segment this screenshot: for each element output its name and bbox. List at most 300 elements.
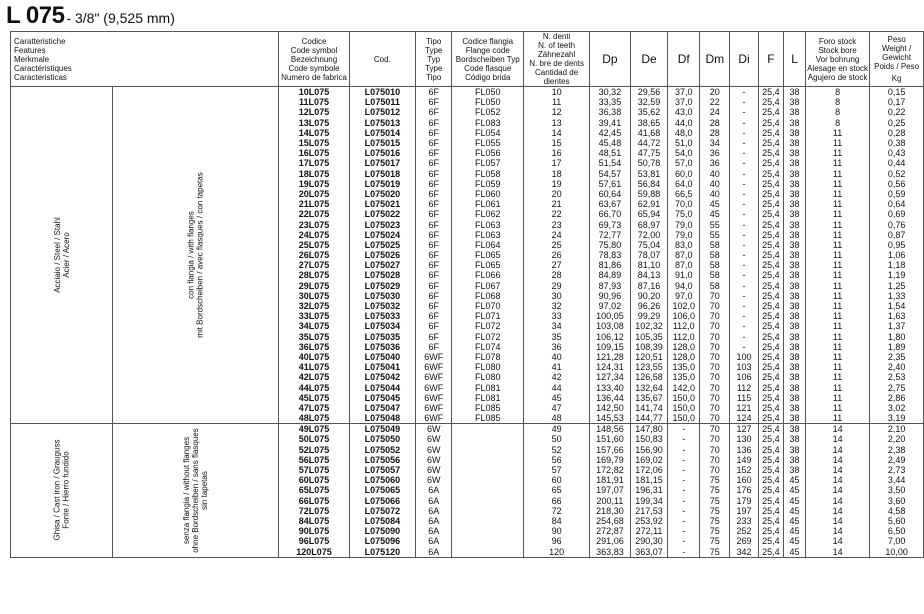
cell-dm: 22 <box>700 97 730 107</box>
cell-stock-bore: 11 <box>805 169 869 179</box>
cell-de: 62,91 <box>630 199 668 209</box>
cell-teeth: 19 <box>524 179 590 189</box>
cell-df: 87,0 <box>668 250 700 260</box>
cell-dp: 172,82 <box>590 465 631 475</box>
cell-l: 45 <box>784 526 806 536</box>
cell-di: - <box>730 311 758 321</box>
cell-dm: 70 <box>700 332 730 342</box>
cell-df: 60,0 <box>668 169 700 179</box>
cell-de: 272,11 <box>630 526 668 536</box>
cell-code-symbol: 14L075 <box>279 128 349 138</box>
cell-f: 25,4 <box>758 536 783 546</box>
cell-stock-bore: 11 <box>805 332 869 342</box>
cell-dm: 70 <box>700 301 730 311</box>
cell-de: 135,67 <box>630 393 668 403</box>
cell-code-symbol: 34L075 <box>279 321 349 331</box>
cell-weight: 2,75 <box>870 382 924 392</box>
header-f: F <box>758 32 783 87</box>
cell-flange-code: FL063 <box>452 230 524 240</box>
cell-code-symbol: 40L075 <box>279 352 349 362</box>
cell-df: - <box>668 536 700 546</box>
cell-dp: 291,06 <box>590 536 631 546</box>
cell-stock-bore: 11 <box>805 209 869 219</box>
cell-dp: 60,64 <box>590 189 631 199</box>
cell-flange-code: FL083 <box>452 118 524 128</box>
cell-teeth: 90 <box>524 526 590 536</box>
cell-teeth: 96 <box>524 536 590 546</box>
cell-weight: 3,44 <box>870 475 924 485</box>
cell-stock-bore: 11 <box>805 301 869 311</box>
cell-f: 25,4 <box>758 362 783 372</box>
cell-teeth: 25 <box>524 240 590 250</box>
cell-di: 130 <box>730 434 758 444</box>
cell-de: 50,78 <box>630 158 668 168</box>
cell-cod: L075041 <box>349 362 415 372</box>
cell-flange-code: FL066 <box>452 270 524 280</box>
cell-de: 78,07 <box>630 250 668 260</box>
cell-weight: 1,06 <box>870 250 924 260</box>
cell-type: 6F <box>415 138 451 148</box>
cell-f: 25,4 <box>758 209 783 219</box>
cell-f: 25,4 <box>758 516 783 526</box>
cell-dm: 70 <box>700 455 730 465</box>
cell-weight: 0,28 <box>870 128 924 138</box>
cell-df: 79,0 <box>668 219 700 229</box>
cell-l: 38 <box>784 352 806 362</box>
cell-df: 43,0 <box>668 107 700 117</box>
cell-f: 25,4 <box>758 475 783 485</box>
cell-f: 25,4 <box>758 128 783 138</box>
cell-di: - <box>730 230 758 240</box>
cell-df: 44,0 <box>668 118 700 128</box>
cell-df: - <box>668 506 700 516</box>
cell-flange-code: FL080 <box>452 362 524 372</box>
cell-teeth: 72 <box>524 506 590 516</box>
cell-de: 120,51 <box>630 352 668 362</box>
cell-cod: L075045 <box>349 393 415 403</box>
cell-teeth: 12 <box>524 107 590 117</box>
cell-code-symbol: 36L075 <box>279 342 349 352</box>
cell-di: - <box>730 118 758 128</box>
cell-type: 6A <box>415 526 451 536</box>
cell-l: 45 <box>784 496 806 506</box>
cell-weight: 0,52 <box>870 169 924 179</box>
cell-f: 25,4 <box>758 465 783 475</box>
cell-flange-code <box>452 506 524 516</box>
header-df: Df <box>668 32 700 87</box>
cell-f: 25,4 <box>758 87 783 98</box>
cell-f: 25,4 <box>758 189 783 199</box>
cell-di: - <box>730 281 758 291</box>
cell-stock-bore: 14 <box>805 546 869 557</box>
cell-dm: 70 <box>700 424 730 435</box>
cell-weight: 1,89 <box>870 342 924 352</box>
cell-stock-bore: 11 <box>805 413 869 424</box>
cell-df: 135,0 <box>668 372 700 382</box>
cell-dp: 69,73 <box>590 219 631 229</box>
cell-teeth: 28 <box>524 270 590 280</box>
cell-weight: 3,19 <box>870 413 924 424</box>
cell-l: 38 <box>784 199 806 209</box>
cell-f: 25,4 <box>758 301 783 311</box>
cell-stock-bore: 11 <box>805 260 869 270</box>
cell-l: 38 <box>784 209 806 219</box>
cell-code-symbol: 21L075 <box>279 199 349 209</box>
cell-code-symbol: 66L075 <box>279 496 349 506</box>
cell-dp: 109,15 <box>590 342 631 352</box>
cell-dp: 106,12 <box>590 332 631 342</box>
cell-flange-code <box>452 485 524 495</box>
cell-weight: 3,60 <box>870 496 924 506</box>
cell-dm: 58 <box>700 250 730 260</box>
cell-flange-code: FL072 <box>452 332 524 342</box>
cell-code-symbol: 25L075 <box>279 240 349 250</box>
cell-type: 6W <box>415 445 451 455</box>
cell-dm: 34 <box>700 138 730 148</box>
cell-stock-bore: 14 <box>805 445 869 455</box>
cell-type: 6W <box>415 465 451 475</box>
cell-di: 149 <box>730 455 758 465</box>
cell-di: - <box>730 209 758 219</box>
cell-l: 38 <box>784 403 806 413</box>
cell-dm: 55 <box>700 219 730 229</box>
cell-flange-code: FL081 <box>452 393 524 403</box>
cell-cod: L075096 <box>349 536 415 546</box>
header-type: Tipo Type Typ Type Tipo <box>415 32 451 87</box>
cell-cod: L075019 <box>349 179 415 189</box>
cell-teeth: 26 <box>524 250 590 260</box>
cell-df: 112,0 <box>668 321 700 331</box>
cell-code-symbol: 18L075 <box>279 169 349 179</box>
cell-weight: 2,49 <box>870 455 924 465</box>
cell-di: - <box>730 107 758 117</box>
cell-dp: 66,70 <box>590 209 631 219</box>
cell-de: 41,68 <box>630 128 668 138</box>
cell-de: 65,94 <box>630 209 668 219</box>
cell-f: 25,4 <box>758 455 783 465</box>
cell-df: - <box>668 496 700 506</box>
cell-de: 253,92 <box>630 516 668 526</box>
cell-weight: 1,33 <box>870 291 924 301</box>
cell-cod: L075027 <box>349 260 415 270</box>
cell-code-symbol: 84L075 <box>279 516 349 526</box>
cell-cod: L075057 <box>349 465 415 475</box>
cell-cod: L075050 <box>349 434 415 444</box>
cell-code-symbol: 22L075 <box>279 209 349 219</box>
cell-stock-bore: 11 <box>805 291 869 301</box>
cell-dp: 72,77 <box>590 230 631 240</box>
cell-dm: 70 <box>700 445 730 455</box>
cell-l: 45 <box>784 485 806 495</box>
cell-dp: 197,07 <box>590 485 631 495</box>
cell-dp: 169,79 <box>590 455 631 465</box>
cell-l: 38 <box>784 393 806 403</box>
cell-teeth: 65 <box>524 485 590 495</box>
cell-stock-bore: 11 <box>805 321 869 331</box>
cell-df: 106,0 <box>668 311 700 321</box>
cell-teeth: 84 <box>524 516 590 526</box>
cell-df: 70,0 <box>668 199 700 209</box>
cell-code-symbol: 50L075 <box>279 434 349 444</box>
cell-teeth: 21 <box>524 199 590 209</box>
cell-flange-code: FL057 <box>452 158 524 168</box>
cell-di: 197 <box>730 506 758 516</box>
cell-di: - <box>730 332 758 342</box>
cell-type: 6A <box>415 496 451 506</box>
cell-de: 217,53 <box>630 506 668 516</box>
cell-teeth: 10 <box>524 87 590 98</box>
cell-flange-code: FL052 <box>452 107 524 117</box>
cell-stock-bore: 11 <box>805 179 869 189</box>
cell-type: 6W <box>415 434 451 444</box>
cell-flange-code: FL067 <box>452 281 524 291</box>
cell-code-symbol: 32L075 <box>279 301 349 311</box>
cell-l: 38 <box>784 219 806 229</box>
cell-cod: L075017 <box>349 158 415 168</box>
cell-teeth: 42 <box>524 372 590 382</box>
cell-teeth: 11 <box>524 97 590 107</box>
cell-weight: 0,44 <box>870 158 924 168</box>
cell-dp: 157,66 <box>590 445 631 455</box>
cell-cod: L075024 <box>349 230 415 240</box>
cell-dp: 90,96 <box>590 291 631 301</box>
cell-df: - <box>668 424 700 435</box>
cell-df: 112,0 <box>668 332 700 342</box>
cell-stock-bore: 11 <box>805 230 869 240</box>
cell-dp: 81,86 <box>590 260 631 270</box>
cell-df: - <box>668 434 700 444</box>
cell-f: 25,4 <box>758 291 783 301</box>
cell-df: 37,0 <box>668 97 700 107</box>
cell-de: 196,31 <box>630 485 668 495</box>
cell-de: 147,80 <box>630 424 668 435</box>
cell-di: - <box>730 148 758 158</box>
cell-flange-code: FL080 <box>452 372 524 382</box>
cell-flange-code: FL074 <box>452 342 524 352</box>
cell-df: 57,0 <box>668 158 700 168</box>
cell-dp: 254,68 <box>590 516 631 526</box>
cell-dm: 28 <box>700 118 730 128</box>
cell-type: 6A <box>415 546 451 557</box>
cell-teeth: 34 <box>524 321 590 331</box>
cell-weight: 0,43 <box>870 148 924 158</box>
cell-de: 172,06 <box>630 465 668 475</box>
cell-l: 38 <box>784 311 806 321</box>
cell-weight: 1,19 <box>870 270 924 280</box>
header-code-symbol: Codice Code symbol Bezeichnung Code symbole Numero de fabrica <box>279 32 349 87</box>
cell-l: 38 <box>784 250 806 260</box>
cell-di: 112 <box>730 382 758 392</box>
cell-stock-bore: 8 <box>805 107 869 117</box>
cell-dm: 70 <box>700 372 730 382</box>
cell-weight: 5,60 <box>870 516 924 526</box>
cell-flange-code <box>452 424 524 435</box>
cell-df: 79,0 <box>668 230 700 240</box>
cell-teeth: 20 <box>524 189 590 199</box>
cell-flange-code: FL061 <box>452 199 524 209</box>
cell-code-symbol: 30L075 <box>279 291 349 301</box>
header-dm: Dm <box>700 32 730 87</box>
cell-stock-bore: 14 <box>805 465 869 475</box>
cell-type: 6WF <box>415 352 451 362</box>
cell-dm: 70 <box>700 403 730 413</box>
cell-de: 156,90 <box>630 445 668 455</box>
cell-stock-bore: 11 <box>805 158 869 168</box>
cell-code-symbol: 41L075 <box>279 362 349 372</box>
cell-flange-code: FL063 <box>452 219 524 229</box>
cell-l: 38 <box>784 148 806 158</box>
cell-cod: L075090 <box>349 526 415 536</box>
cell-flange-code: FL081 <box>452 382 524 392</box>
cell-flange-code: FL064 <box>452 240 524 250</box>
cell-cod: L075012 <box>349 107 415 117</box>
cell-l: 38 <box>784 179 806 189</box>
cell-df: - <box>668 526 700 536</box>
cell-dm: 70 <box>700 362 730 372</box>
cell-de: 132,64 <box>630 382 668 392</box>
cell-code-symbol: 60L075 <box>279 475 349 485</box>
cell-teeth: 41 <box>524 362 590 372</box>
cell-flange-code: FL085 <box>452 413 524 424</box>
cell-type: 6A <box>415 506 451 516</box>
cell-l: 45 <box>784 546 806 557</box>
cell-weight: 2,86 <box>870 393 924 403</box>
cell-df: - <box>668 546 700 557</box>
cell-weight: 0,64 <box>870 199 924 209</box>
cell-type: 6F <box>415 209 451 219</box>
cell-de: 126,58 <box>630 372 668 382</box>
cell-l: 38 <box>784 413 806 424</box>
cell-f: 25,4 <box>758 526 783 536</box>
header-features: Caratteristiche Features Merkmale Caractéristiques Caracteristicas <box>11 32 279 87</box>
cell-dp: 181,91 <box>590 475 631 485</box>
cell-dp: 272,87 <box>590 526 631 536</box>
cell-type: 6F <box>415 158 451 168</box>
cell-cod: L075044 <box>349 382 415 392</box>
cell-l: 38 <box>784 270 806 280</box>
cell-cod: L075014 <box>349 128 415 138</box>
header-cod: Cod. <box>349 32 415 87</box>
cell-teeth: 35 <box>524 332 590 342</box>
cell-teeth: 30 <box>524 291 590 301</box>
cell-f: 25,4 <box>758 342 783 352</box>
cell-type: 6F <box>415 199 451 209</box>
cell-di: 136 <box>730 445 758 455</box>
header-di: Di <box>730 32 758 87</box>
cell-code-symbol: 47L075 <box>279 403 349 413</box>
cell-weight: 1,54 <box>870 301 924 311</box>
cell-cod: L075022 <box>349 209 415 219</box>
header-flange-code: Codice flangia Flange code Bordscheiben Typ Code flasque Código brida <box>452 32 524 87</box>
cell-code-symbol: 33L075 <box>279 311 349 321</box>
cell-df: 150,0 <box>668 413 700 424</box>
cell-dp: 218,30 <box>590 506 631 516</box>
cell-stock-bore: 11 <box>805 189 869 199</box>
cell-f: 25,4 <box>758 311 783 321</box>
cell-flange-code: FL071 <box>452 311 524 321</box>
flange-label: senza flangia / without flanges ohne Bordscheiben / sans flasques sin tapetas <box>112 424 278 557</box>
cell-f: 25,4 <box>758 179 783 189</box>
cell-dm: 70 <box>700 352 730 362</box>
cell-cod: L075036 <box>349 342 415 352</box>
cell-teeth: 29 <box>524 281 590 291</box>
cell-flange-code <box>452 465 524 475</box>
cell-l: 45 <box>784 475 806 485</box>
cell-cod: L075065 <box>349 485 415 495</box>
cell-dp: 121,28 <box>590 352 631 362</box>
cell-cod: L075056 <box>349 455 415 465</box>
cell-teeth: 32 <box>524 301 590 311</box>
cell-flange-code: FL072 <box>452 321 524 331</box>
cell-stock-bore: 11 <box>805 352 869 362</box>
cell-dm: 36 <box>700 158 730 168</box>
cell-de: 90,20 <box>630 291 668 301</box>
cell-cod: L075060 <box>349 475 415 485</box>
cell-dp: 30,32 <box>590 87 631 98</box>
cell-df: 37,0 <box>668 87 700 98</box>
cell-type: 6A <box>415 485 451 495</box>
cell-cod: L075040 <box>349 352 415 362</box>
cell-stock-bore: 14 <box>805 455 869 465</box>
cell-l: 38 <box>784 434 806 444</box>
cell-code-symbol: 27L075 <box>279 260 349 270</box>
cell-type: 6F <box>415 169 451 179</box>
cell-l: 38 <box>784 291 806 301</box>
cell-dm: 58 <box>700 281 730 291</box>
cell-df: 83,0 <box>668 240 700 250</box>
cell-dp: 124,31 <box>590 362 631 372</box>
cell-weight: 7,00 <box>870 536 924 546</box>
cell-code-symbol: 90L075 <box>279 526 349 536</box>
cell-flange-code <box>452 475 524 485</box>
cell-dp: 75,80 <box>590 240 631 250</box>
cell-l: 45 <box>784 516 806 526</box>
cell-code-symbol: 120L075 <box>279 546 349 557</box>
cell-weight: 0,17 <box>870 97 924 107</box>
cell-stock-bore: 14 <box>805 424 869 435</box>
cell-stock-bore: 11 <box>805 270 869 280</box>
cell-cod: L075028 <box>349 270 415 280</box>
cell-type: 6WF <box>415 393 451 403</box>
cell-weight: 10,00 <box>870 546 924 557</box>
cell-stock-bore: 8 <box>805 118 869 128</box>
cell-type: 6W <box>415 424 451 435</box>
cell-df: 128,0 <box>668 352 700 362</box>
cell-flange-code: FL055 <box>452 138 524 148</box>
cell-dp: 142,50 <box>590 403 631 413</box>
flange-label: con flangia / with flanges mit Bordscheiben / avec flasques / con tapetas <box>112 87 278 424</box>
cell-df: 102,0 <box>668 301 700 311</box>
cell-teeth: 15 <box>524 138 590 148</box>
cell-teeth: 27 <box>524 260 590 270</box>
cell-flange-code: FL085 <box>452 403 524 413</box>
cell-dp: 127,34 <box>590 372 631 382</box>
cell-df: 97,0 <box>668 291 700 301</box>
cell-code-symbol: 49L075 <box>279 424 349 435</box>
cell-dp: 200,11 <box>590 496 631 506</box>
cell-type: 6WF <box>415 372 451 382</box>
cell-flange-code: FL058 <box>452 169 524 179</box>
cell-l: 38 <box>784 169 806 179</box>
cell-l: 38 <box>784 445 806 455</box>
cell-dm: 55 <box>700 230 730 240</box>
cell-df: 75,0 <box>668 209 700 219</box>
cell-di: - <box>730 97 758 107</box>
cell-f: 25,4 <box>758 332 783 342</box>
cell-dm: 70 <box>700 291 730 301</box>
cell-type: 6WF <box>415 413 451 424</box>
material-label: Ghisa / Cast iron / Grauguss Fonte / Hierro fundido <box>11 424 113 557</box>
